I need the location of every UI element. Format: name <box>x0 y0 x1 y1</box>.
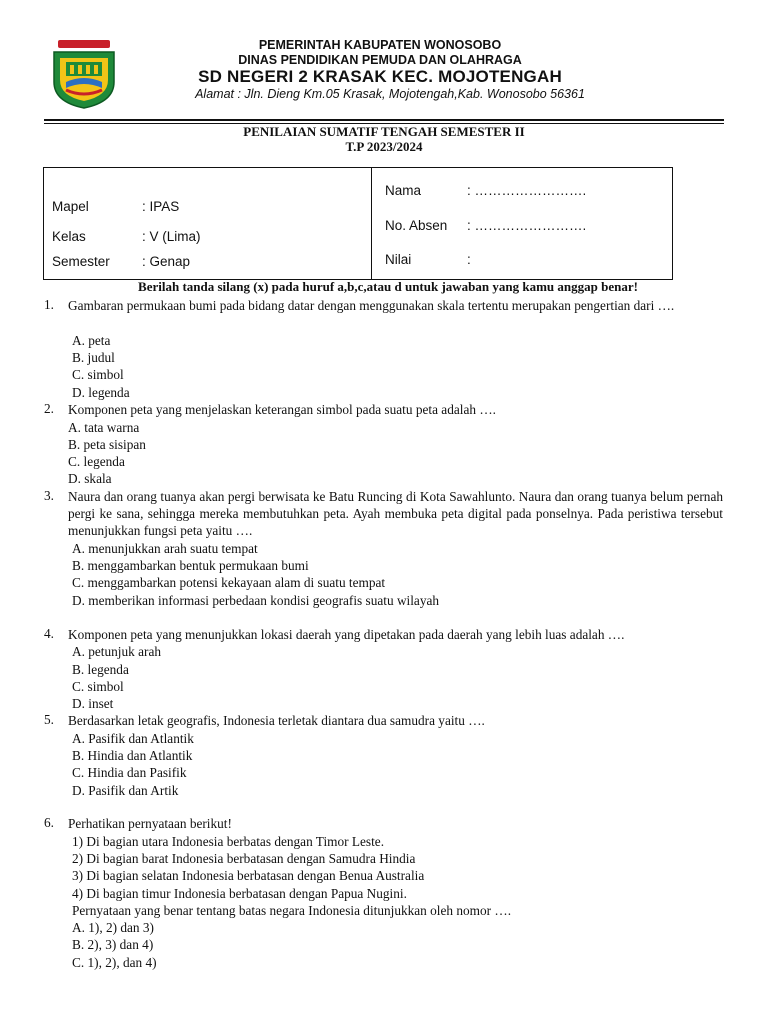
question-number: 2. <box>44 401 54 416</box>
answer-option: B. menggambarkan bentuk permukaan bumi <box>72 558 309 573</box>
score-label: Nilai <box>385 252 412 267</box>
question-number: 6. <box>44 815 54 830</box>
instruction-text: Berilah tanda silang (x) pada huruf a,b,c,atau d untuk jawaban yang kamu anggap benar! <box>138 279 638 294</box>
name-label: Nama <box>385 183 422 198</box>
answer-option: B. legenda <box>72 662 129 677</box>
gov-line: PEMERINTAH KABUPATEN WONOSOBO <box>258 38 502 52</box>
answer-option: D. memberikan informasi perbedaan kondisi geografis suatu wilayah <box>72 593 440 608</box>
answer-option: D. Pasifik dan Artik <box>72 783 179 798</box>
question-number: 1. <box>44 297 54 312</box>
answer-option: A. menunjukkan arah suatu tempat <box>72 541 258 556</box>
question-text: Komponen peta yang menunjukkan lokasi daerah yang dipetakan pada daerah yang lebih luas adalah …. <box>68 627 625 642</box>
statement-item: 2) Di bagian barat Indonesia berbatasan dengan Samudra Hindia <box>72 851 416 866</box>
semester-label: Semester <box>52 254 110 269</box>
question-text: Naura dan orang tuanya akan pergi berwisata ke Batu Runcing di Kota Sawahlunto. Naura dan orang tuanya belum pernah pergi ke sana, sehingga mereka membutuhkan peta. Ayah membuka peta digital pada ponselnya. Pada peristiwa tersebut menunjukkan fungsi peta yaitu …. <box>68 489 723 539</box>
answer-option: B. 2), 3) dan 4) <box>72 937 154 952</box>
question-number: 5. <box>44 712 54 727</box>
answer-option: A. petunjuk arah <box>72 644 161 659</box>
question-prompt: Pernyataan yang benar tentang batas negara Indonesia ditunjukkan oleh nomor …. <box>72 903 512 918</box>
answer-option: C. Hindia dan Pasifik <box>72 765 187 780</box>
question-number: 4. <box>44 626 54 641</box>
answer-option: A. tata warna <box>68 420 140 435</box>
subject-label: Mapel <box>52 199 89 214</box>
identity-box-divider <box>371 167 372 280</box>
answer-option: B. peta sisipan <box>68 437 146 452</box>
answer-option: A. 1), 2) dan 3) <box>72 920 154 935</box>
answer-option: B. Hindia dan Atlantik <box>72 748 193 763</box>
question-text: Komponen peta yang menjelaskan keterangan simbol pada suatu peta adalah …. <box>68 402 496 417</box>
question-text: Berdasarkan letak geografis, Indonesia terletak diantara dua samudra yaitu …. <box>68 713 485 728</box>
header-divider <box>44 119 724 121</box>
question-text: Gambaran permukaan bumi pada bidang datar dengan menggunakan skala tertentu merupakan pengertian dari …. <box>68 298 675 313</box>
answer-option: C. menggambarkan potensi kekayaan alam di suatu tempat <box>72 575 386 590</box>
department-line: DINAS PENDIDIKAN PEMUDA DAN OLAHRAGA <box>238 53 522 67</box>
statement-item: 1) Di bagian utara Indonesia berbatas dengan Timor Leste. <box>72 834 385 849</box>
answer-option: D. skala <box>68 471 112 486</box>
answer-option: D. legenda <box>72 385 130 400</box>
class-label: Kelas <box>52 229 86 244</box>
district-emblem-logo <box>48 38 120 110</box>
school-address: Alamat : Jln. Dieng Km.05 Krasak, Mojotengah,Kab. Wonosobo 56361 <box>195 87 585 101</box>
absence-number-field: : ……………………. <box>467 218 587 233</box>
school-year: T.P 2023/2024 <box>345 139 423 154</box>
exam-title: PENILAIAN SUMATIF TENGAH SEMESTER II <box>243 124 525 139</box>
name-field: : ……………………. <box>467 183 587 198</box>
answer-option: C. legenda <box>68 454 125 469</box>
class-value: : V (Lima) <box>142 229 201 244</box>
absence-number-label: No. Absen <box>385 218 448 233</box>
answer-option: A. Pasifik dan Atlantik <box>72 731 194 746</box>
answer-option: D. inset <box>72 696 114 711</box>
answer-option: C. simbol <box>72 679 124 694</box>
subject-value: : IPAS <box>142 199 180 214</box>
statement-item: 3) Di bagian selatan Indonesia berbatasan dengan Benua Australia <box>72 868 425 883</box>
score-field: : <box>467 252 471 267</box>
answer-option: A. peta <box>72 333 111 348</box>
answer-option: C. 1), 2), dan 4) <box>72 955 157 970</box>
school-name: SD NEGERI 2 KRASAK KEC. MOJOTENGAH <box>198 67 562 86</box>
question-number: 3. <box>44 488 54 503</box>
answer-option: B. judul <box>72 350 115 365</box>
answer-option: C. simbol <box>72 367 124 382</box>
semester-value: : Genap <box>142 254 191 269</box>
statement-item: 4) Di bagian timur Indonesia berbatasan dengan Papua Nugini. <box>72 886 407 901</box>
question-text: Perhatikan pernyataan berikut! <box>68 816 232 831</box>
